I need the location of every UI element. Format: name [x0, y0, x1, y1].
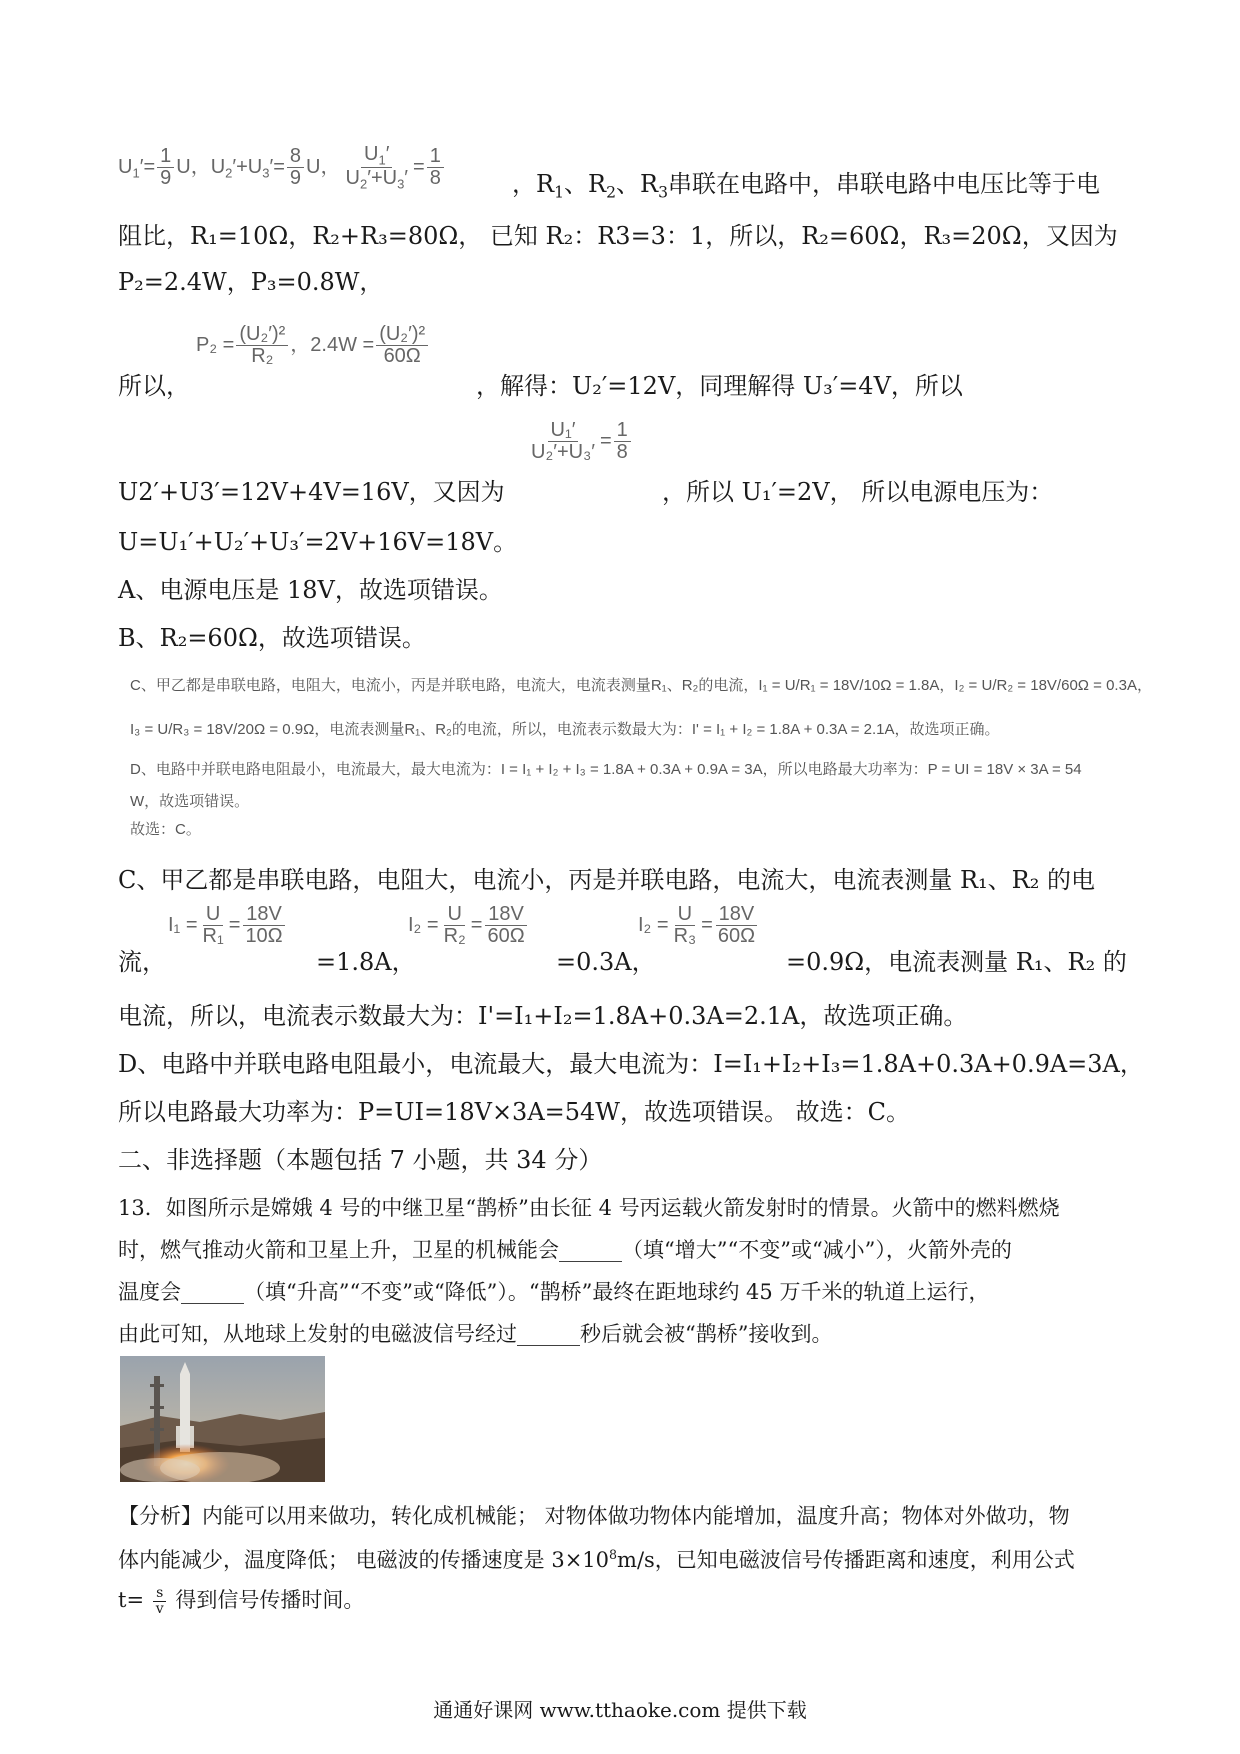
line-1-text: ，$R_1$、$R_2$、$R_3$串联在电路中，串联电路中电压比等于电: [512, 170, 1100, 202]
analysis-line-3: t= $\frac{s}{v}$ 得到信号传播时间。: [118, 1585, 365, 1617]
option-d-line-2: 所以电路最大功率为：P=UI=18V×3A=54W，故选项错误。 故选：C。: [118, 1098, 910, 1126]
rocket-launch-photo: [120, 1356, 325, 1482]
page-footer: 通通好课网 www.tthaoke.com 提供下载: [433, 1698, 807, 1722]
embedded-line-2: I₃ = U/R₃ = 18V/20Ω = 0.9Ω，电流表测量R₁、R₂的电流，所以，电流表示数最大为：I' = I₁ + I₂ = 1.8A + 0.3A = 2.1A，故选项正确。: [130, 721, 1000, 738]
line-6: U=U₁′+U₂′+U₃′=2V+16V=18V。: [118, 528, 518, 556]
analysis-line-1: 【分析】内能可以用来做功，转化成机械能； 对物体做功物体内能增加，温度升高；物体对外做功，物: [118, 1504, 1070, 1528]
option-b: B、R₂=60Ω，故选项错误。: [118, 624, 426, 652]
q13-line-4: 由此可知，从地球上发射的电磁波信号经过______秒后就会被“鹊桥”接收到。: [118, 1322, 833, 1346]
q13-line-3: 温度会______（填“升高”“不变”或“降低”）。“鹊桥”最终在距地球约 45 万千米的轨道上运行，: [118, 1280, 990, 1304]
ratio-formula: $\frac{\text{U₁′}}{\text{U₂′+U₃′}}$ = $\frac{1}{8}$: [526, 420, 633, 463]
line-5: U2′+U3′=12V+4V=16V，又因为 $\frac{\text{U₁′}}{\text{U₂′+U₃′}}$ = $\frac{1}{8}$ ，所以 U₁′=2V， 所以电源电压为：: [118, 419, 1054, 506]
option-c-line-1: C、甲乙都是串联电路，电阻大，电流小，丙是并联电路，电流大，电流表测量 R₁、R₂ 的电: [118, 866, 1096, 894]
analysis-line-2: 体内能减少，温度降低； 电磁波的传播速度是 $3\times 10^8m/s$，已知电磁波信号传播距离和速度，利用公式: [118, 1547, 1075, 1572]
embedded-line-3: D、电路中并联电路电阻最小，电流最大，最大电流为：I = I₁ + I₂ + I₃ = 1.8A + 0.3A + 0.9A = 3A，所以电路最大功率为：P = UI = 18V × 3A = 54: [130, 761, 1082, 778]
option-a: A、电源电压是 18V，故选项错误。: [118, 576, 503, 604]
current-i2-formula: I₂ = $\frac{U}{\text{R₂}}$ = $\frac{18V}{60\Omega}$: [408, 904, 530, 947]
embedded-line-5: 故选：C。: [130, 821, 201, 838]
line-1: [118, 132, 1128, 202]
q13-line-1: 13．如图所示是嫦娥 4 号的中继卫星“鹊桥”由长征 4 号丙运载火箭发射时的情景。火箭中的燃料燃烧: [118, 1196, 1060, 1220]
line-2: 阻比，R₁=10Ω，R₂+R₃=80Ω， 已知 R₂：R3=3：1，所以，R₂=60Ω，R₃=20Ω，又因为: [118, 222, 1118, 250]
rocket-launch-icon: [120, 1356, 325, 1482]
current-i3-formula: I₂ = $\frac{U}{\text{R₃}}$ = $\frac{18V}{60\Omega}$: [638, 904, 760, 947]
option-c-line-3: 电流，所以，电流表示数最大为：I'=I₁+I₂=1.8A+0.3A=2.1A，故选项正确。: [118, 1002, 968, 1030]
embedded-line-1: C、甲乙都是串联电路，电阻大，电流小，丙是并联电路，电流大，电流表测量R₁、R₂的电流，I₁ = U/R₁ = 18V/10Ω = 1.8A，I₂ = U/R₂ = 18V/60Ω = 0.3A，: [130, 677, 1152, 694]
option-d-line-1: D、电路中并联电路电阻最小，电流最大，最大电流为：I=I₁+I₂+I₃=1.8A+0.3A+0.9A=3A，: [118, 1050, 1144, 1078]
q13-line-2: 时，燃气推动火箭和卫星上升，卫星的机械能会______（填“增大”“不变”或“减小”），火箭外壳的: [118, 1238, 1012, 1262]
embedded-line-4: W，故选项错误。: [130, 793, 250, 810]
power-formula: P₂ = $\frac{\text{(U₂′)²}}{\text{R₂}}$ ，2.4W = $\frac{\text{(U₂′)²}}{60\Omega}$: [196, 324, 430, 367]
current-i1-formula: I₁ = $\frac{U}{\text{R₁}}$ = $\frac{18V}{10\Omega}$: [168, 904, 288, 947]
line-4: 所以， P₂ = $\frac{\text{(U₂′)²}}{\text{R₂}}$ ，2.4W = $\frac{\text{(U₂′)²}}{60\Omega}$ ，解得：U₂′=12V，同理解得 U₃′=4V，所以: [118, 323, 963, 400]
voltage-formula: $U_1'=$ $\frac{1}{9}$ U，$U_2'+U_3'=$ $\frac{8}{9}$ U， $\frac{U_1'}{U_2'+U_3'}$ = $\frac{1}{8}$: [118, 144, 446, 191]
section-2-heading: 二、非选择题（本题包括 7 小题，共 34 分）: [118, 1146, 603, 1174]
line-3: P₂=2.4W，P₃=0.8W，: [118, 268, 384, 296]
option-c-line-2: 流， I₁ = $\frac{U}{\text{R₁}}$ = $\frac{18V}{10\Omega}$ =1.8A， I₂ = $\frac{U}{\text{R₂}}$ = $\frac{18V}{60\Omega}$ =0.3A， I₂ = $\frac{U}{\text{R₃}}$ = $\frac{18V}{60\Omega}$ =0.9Ω，电流表测量 R₁、R₂ 的: [118, 903, 1127, 976]
